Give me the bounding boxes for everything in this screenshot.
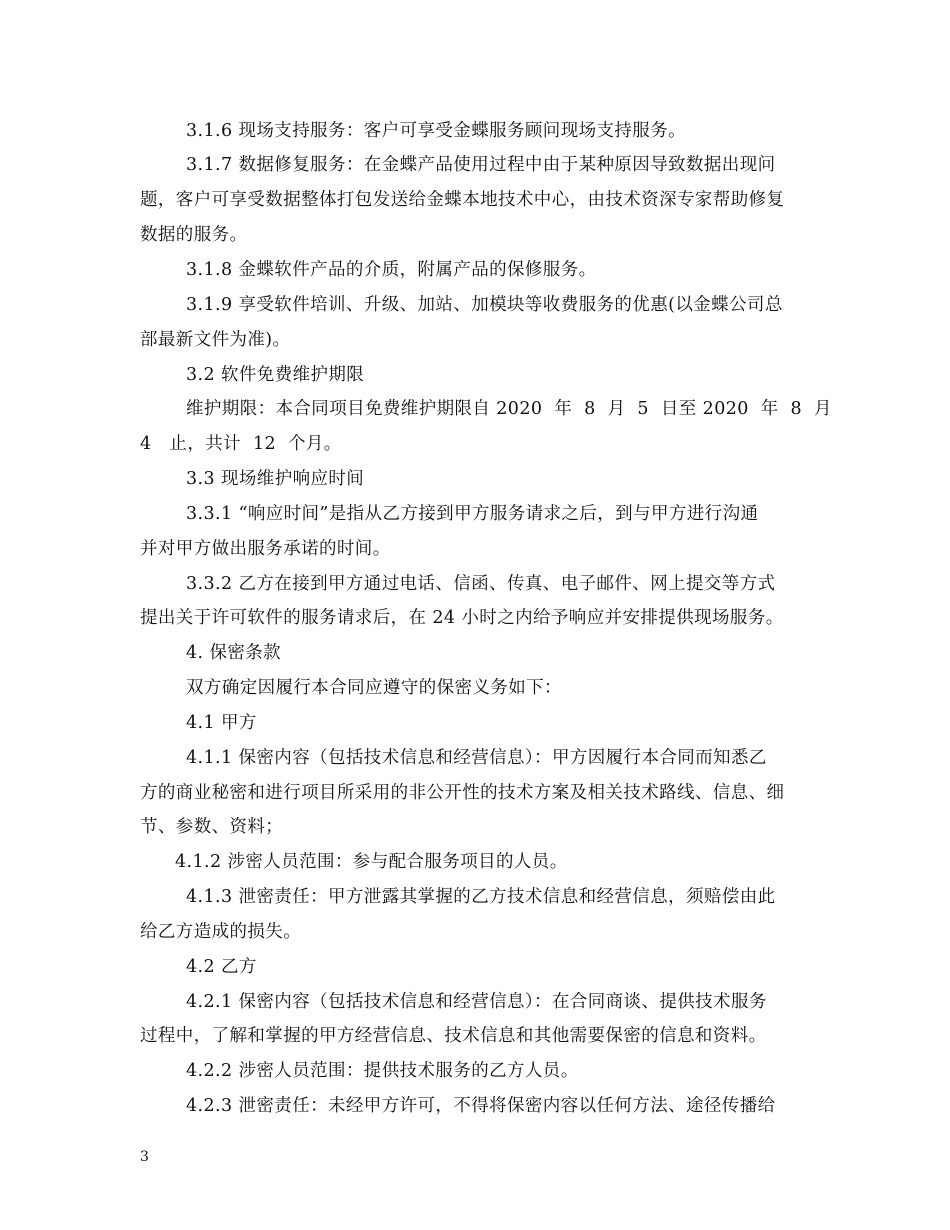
text-line: 维护期限：本合同项目免费维护期限自 2020 年 8 月 5 日至 2020 年 8 月 bbox=[186, 399, 832, 419]
text-line: 题，客户可享受数据整体打包发送给金蝶本地技术中心，由技术资深专家帮助修复 bbox=[140, 190, 785, 210]
text-line: 4.2.1 保密内容（包括技术信息和经营信息）：在合同商谈、提供技术服务 bbox=[186, 992, 767, 1012]
text-line: 并对甲方做出服务承诺的时间。 bbox=[140, 539, 391, 559]
text-line: 部最新文件为准)。 bbox=[140, 330, 291, 350]
text-line: 过程中，了解和掌握的甲方经营信息、技术信息和其他需要保密的信息和资料。 bbox=[140, 1026, 767, 1046]
text-line: 4.1 甲方 bbox=[186, 713, 257, 733]
text-line: 3.1.9 享受软件培训、升级、加站、加模块等收费服务的优惠(以金蝶公司总 bbox=[186, 295, 783, 315]
text-line: 提出关于许可软件的服务请求后，在 24 小时之内给予响应并安排提供现场服务。 bbox=[140, 608, 784, 628]
text-line: 4 止，共计 12 个月。 bbox=[140, 434, 342, 454]
text-line: 3.3 现场维护响应时间 bbox=[186, 469, 365, 489]
section-heading: 4. 保密条款 bbox=[186, 643, 282, 663]
text-line: 4.2 乙方 bbox=[186, 957, 257, 977]
text-line: 3.2 软件免费维护期限 bbox=[186, 365, 365, 385]
text-line: 数据的服务。 bbox=[140, 225, 248, 245]
text-line: 4.2.2 涉密人员范围：提供技术服务的乙方人员。 bbox=[186, 1061, 579, 1081]
text-line: 4.1.2 涉密人员范围：参与配合服务项目的人员。 bbox=[175, 852, 568, 872]
text-line: 方的商业秘密和进行项目所采用的非公开性的技术方案及相关技术路线、信息、细 bbox=[140, 783, 785, 803]
text-line: 3.1.8 金蝶软件产品的介质，附属产品的保修服务。 bbox=[186, 260, 597, 280]
text-line: 双方确定因履行本合同应遵守的保密义务如下： bbox=[186, 678, 562, 698]
page-number: 3 bbox=[140, 1149, 149, 1165]
text-line: 4.2.3 泄密责任：未经甲方许可，不得将保密内容以任何方法、途径传播给 bbox=[186, 1096, 776, 1116]
text-line: 3.1.7 数据修复服务：在金蝶产品使用过程中由于某种原因导致数据出现问 bbox=[186, 155, 776, 175]
text-line: 节、参数、资料； bbox=[140, 817, 284, 837]
text-line: 3.1.6 现场支持服务：客户可享受金蝶服务顾问现场支持服务。 bbox=[186, 121, 686, 141]
text-line: 4.1.3 泄密责任：甲方泄露其掌握的乙方技术信息和经营信息，须赔偿由此 bbox=[186, 887, 776, 907]
text-line: 4.1.1 保密内容（包括技术信息和经营信息）：甲方因履行本合同而知悉乙 bbox=[186, 748, 767, 768]
text-line: 给乙方造成的损失。 bbox=[140, 922, 302, 942]
text-line: 3.3.1 “响应时间”是指从乙方接到甲方服务请求之后，到与甲方进行沟通 bbox=[186, 504, 759, 524]
text-line: 3.3.2 乙方在接到甲方通过电话、信函、传真、电子邮件、网上提交等方式 bbox=[186, 574, 776, 594]
